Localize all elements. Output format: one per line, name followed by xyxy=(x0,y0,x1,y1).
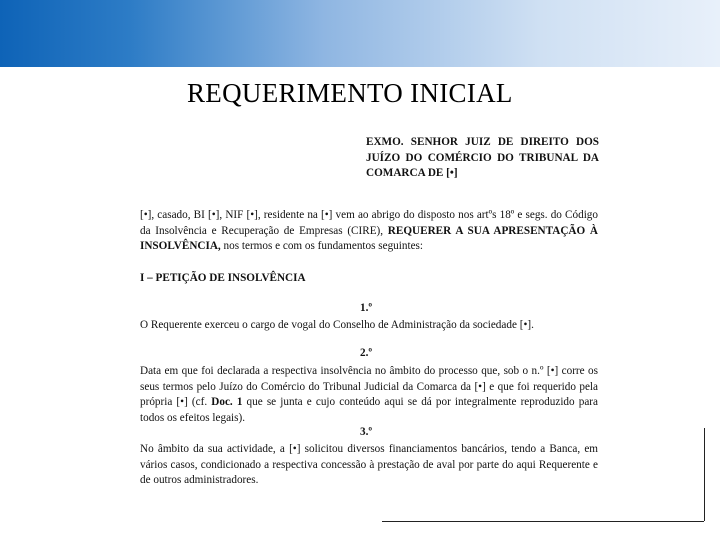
intro-text-end: nos termos e com os fundamentos seguintes: xyxy=(220,240,424,253)
article-number: 2.º xyxy=(360,347,373,359)
article-number: 1.º xyxy=(360,302,373,314)
article-text: No âmbito da sua actividade, a [•] solicitou diversos financiamentos bancários, tendo a Banca, em vários casos, condicionado a respectiva concessão à prestação de aval por parte do aqui Requerente e de outros administradores. xyxy=(140,443,598,487)
article-text xyxy=(140,364,598,426)
article-text-end: que se junta e cujo conteúdo aqui se dá por integralmente reproduzido para todos os efeitos legais). xyxy=(140,396,598,424)
article-number: 3.º xyxy=(360,426,373,438)
document-addressee: EXMO. SENHOR JUIZ DE DIREITO DOS JUÍZO DO COMÉRCIO DO TRIBUNAL DA COMARCA DE [•] xyxy=(366,136,599,180)
intro-text: [•], casado, BI [•], NIF [•], residente na [•] vem ao abrigo do disposto nos artºs 18º e segs. do Código da Insolvência e Recuperação de Empresas (CIRE), xyxy=(140,209,598,237)
slide-title: REQUERIMENTO INICIAL xyxy=(187,78,513,108)
corner-rule-vertical xyxy=(704,428,705,521)
section-title: I – PETIÇÃO DE INSOLVÊNCIA xyxy=(140,272,306,284)
corner-rule-horizontal xyxy=(382,521,704,522)
article-text: O Requerente exerceu o cargo de vogal do Conselho de Administração da sociedade [•]. xyxy=(140,319,534,331)
intro-bold-request: REQUERER A SUA APRESENTAÇÃO À INSOLVÊNCIA, xyxy=(140,224,599,253)
intro-paragraph xyxy=(140,208,598,255)
article-text-start: Data em que foi declarada a respectiva insolvência no âmbito do processo que, sob o n.º [•] corre os seus termos pelo Juízo do Comércio do Tribunal Judicial da Comarca da [•] e que foi requerido pela própria [•] (cf. xyxy=(140,365,598,409)
header-gradient-banner xyxy=(0,0,720,67)
doc-reference: Doc. 1 xyxy=(211,396,243,409)
